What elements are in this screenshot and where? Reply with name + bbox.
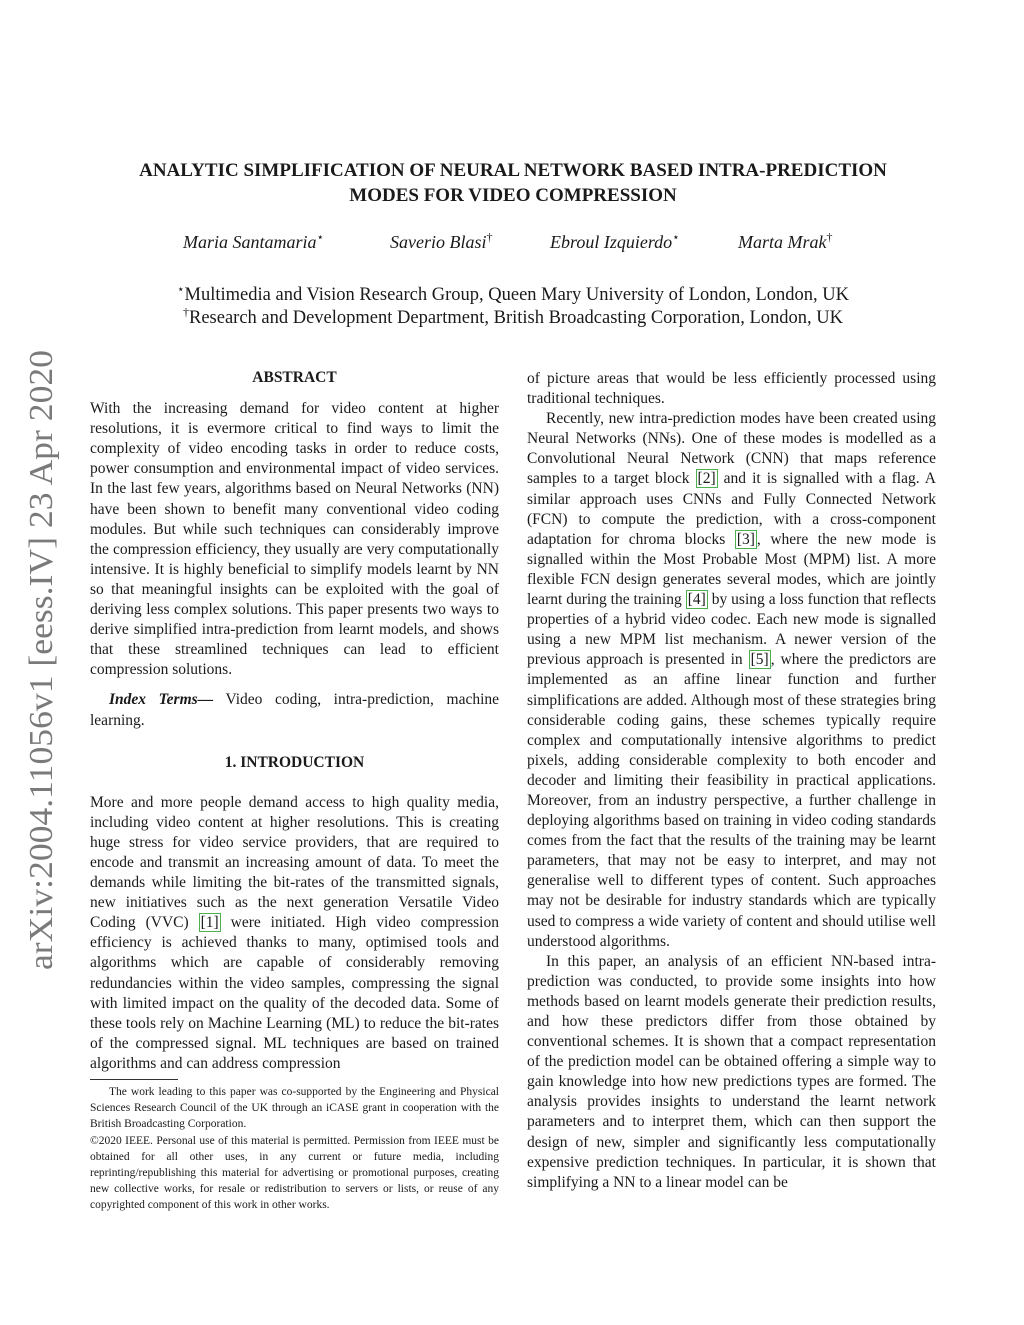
- funding-footnote: The work leading to this paper was co-supported by the Engineering and Physical Sciences Research Council of the UK through an iCASE grant in cooperation with the British Broadcasting Corporation.: [90, 1086, 499, 1131]
- index-terms-label: Index Terms—: [109, 691, 214, 709]
- index-terms: Index Terms— Video coding, intra-prediction, machine learning.: [90, 691, 500, 729]
- citation-link-2[interactable]: [2]: [697, 470, 716, 488]
- citation-link-5[interactable]: [5]: [750, 651, 769, 669]
- abstract-heading: ABSTRACT: [252, 369, 337, 386]
- title-line-2: MODES FOR VIDEO COMPRESSION: [349, 185, 677, 206]
- citation-link-3[interactable]: [3]: [736, 530, 755, 548]
- author-santamaria: Maria Santamaria⋆: [183, 230, 325, 252]
- footnotes: [90, 1084, 499, 1214]
- right-column: [527, 369, 936, 1193]
- affiliation-qmul: ⋆Multimedia and Vision Research Group, Queen Mary University of London, London, UK: [177, 282, 849, 306]
- contribution-paragraph: In this paper, an analysis of an efficient NN-based intra-prediction was conducted, to provide some insights into how methods based on learnt models generate their prediction results, and how these predictors differ from those obtained by conventional schemes. It is shown that a compact representation of the prediction model can be obtained offering a simple way to gain knowledge into how new predictions types are formed. The analysis provides insights to understand the learnt network parameters and to interpret them, which can then support the design of new, simpler and significantly less computationally expensive prediction techniques. In particular, it is shown that simplifying a NN to a linear model can be: [527, 952, 936, 1191]
- arxiv-identifier-stamp: [6, 340, 72, 980]
- abstract-paragraph: With the increasing demand for video content at higher resolutions, it is evermore critical to find ways to limit the complexity of video encoding tasks in order to reduce costs, power consumption and environmental impact of video services. In the last few years, algorithms based on Neural Networks (NN) have been shown to benefit many conventional video coding modules. But while such techniques can considerably improve the compression efficiency, they usually are very computationally intensive. It is highly beneficial to simplify models learnt by NN so that meaningful insights can be exploited with the goal of deriving less complex solutions. This paper presents two ways to derive simplified intra-prediction from learnt models, and shows that these streamlined techniques can lead to efficient compression solutions.: [90, 400, 499, 679]
- paper-title: [90, 158, 936, 208]
- intro-paragraph-continued: of picture areas that would be less efficiently processed using traditional techniques.: [527, 370, 936, 408]
- citation-link-1[interactable]: [1]: [200, 914, 219, 932]
- author-blasi: Saverio Blasi†: [390, 230, 493, 252]
- footnote-divider: [90, 1079, 178, 1080]
- citation-link-4[interactable]: [4]: [687, 591, 706, 609]
- affiliation-bbc: †Research and Development Department, British Broadcasting Corporation, London, UK: [182, 305, 844, 329]
- author-list: [90, 230, 936, 256]
- left-column: [90, 368, 499, 1074]
- related-work-paragraph: Recently, new intra-prediction modes have been created using Neural Networks (NNs). One of these modes is modelled as a Convolutional Neural Network (CNN) that maps reference samples to a target block [2] and it is signalled with a flag. A similar approach uses CNNs and Fully Connected Network (FCN) to compute the prediction, with a cross-component adaptation for chroma blocks [3] , where the new mode is signalled within the Most Probable Most (MPM) list. A more flexible FCN design generates several modes, which are jointly learnt during the training [4] by using a loss function that reflects properties of a hybrid video codec. Each new mode is signalled using a new MPM list mechanism. A newer version of the previous approach is presented in [5] , where the predictors are implemented as an affine linear function and further simplifications are added. Although most of these strategies bring considerable coding gains, these schemes typically require complex and computationally intensive algorithms to predict pixels, adding considerable complexity to both encoder and decoder and limiting their feasibility in practical applications. Moreover, from an industry perspective, a further challenge in deploying algorithms based on training in video coding standards comes from the fact that the results of the training may be learnt parameters, that may not be easy to interpret, and may not generalise well to different types of content. Such approaches may not be desirable for industry standards which are typically used to compress a wide variety of content and should utilise well understood algorithms.: [527, 410, 937, 950]
- arxiv-identifier-text: arXiv:2004.11056v1 [eess.IV] 23 Apr 2020: [23, 378, 60, 970]
- intro-paragraph-1: More and more people demand access to high quality media, including video content at higher resolutions. This is creating huge stress for video service providers, that are required to encode and transmit an increasing amount of data. To meet the demands while limiting the bit-rates of the transmitted signals, new initiatives such as the next generation Versatile Video Coding (VVC) [1] were initiated. High video compression efficiency is achieved thanks to many, optimised tools and algorithms which are capable of considerably removing redundancies within the video samples, compressing the signal with limited impact on the quality of the decoded data. Some of these tools rely on Machine Learning (ML) to reduce the bit-rates of the compressed signal. ML techniques are based on trained algorithms and can address compression: [90, 793, 499, 1072]
- copyright-footnote: ©2020 IEEE. Personal use of this material is permitted. Permission from IEEE must be obtained for all other uses, in any current or future media, including reprinting/republishing this material for advertising or promotional purposes, creating new collective works, for resale or redistribution to servers or lists, or reuse of any copyrighted component of this work in other works.: [90, 1134, 499, 1212]
- author-izquierdo: Ebroul Izquierdo⋆: [550, 230, 680, 252]
- introduction-heading: 1. INTRODUCTION: [224, 753, 365, 771]
- title-line-1: ANALYTIC SIMPLIFICATION OF NEURAL NETWORK BASED INTRA-PREDICTION: [139, 160, 887, 181]
- author-mrak: Marta Mrak†: [738, 230, 833, 252]
